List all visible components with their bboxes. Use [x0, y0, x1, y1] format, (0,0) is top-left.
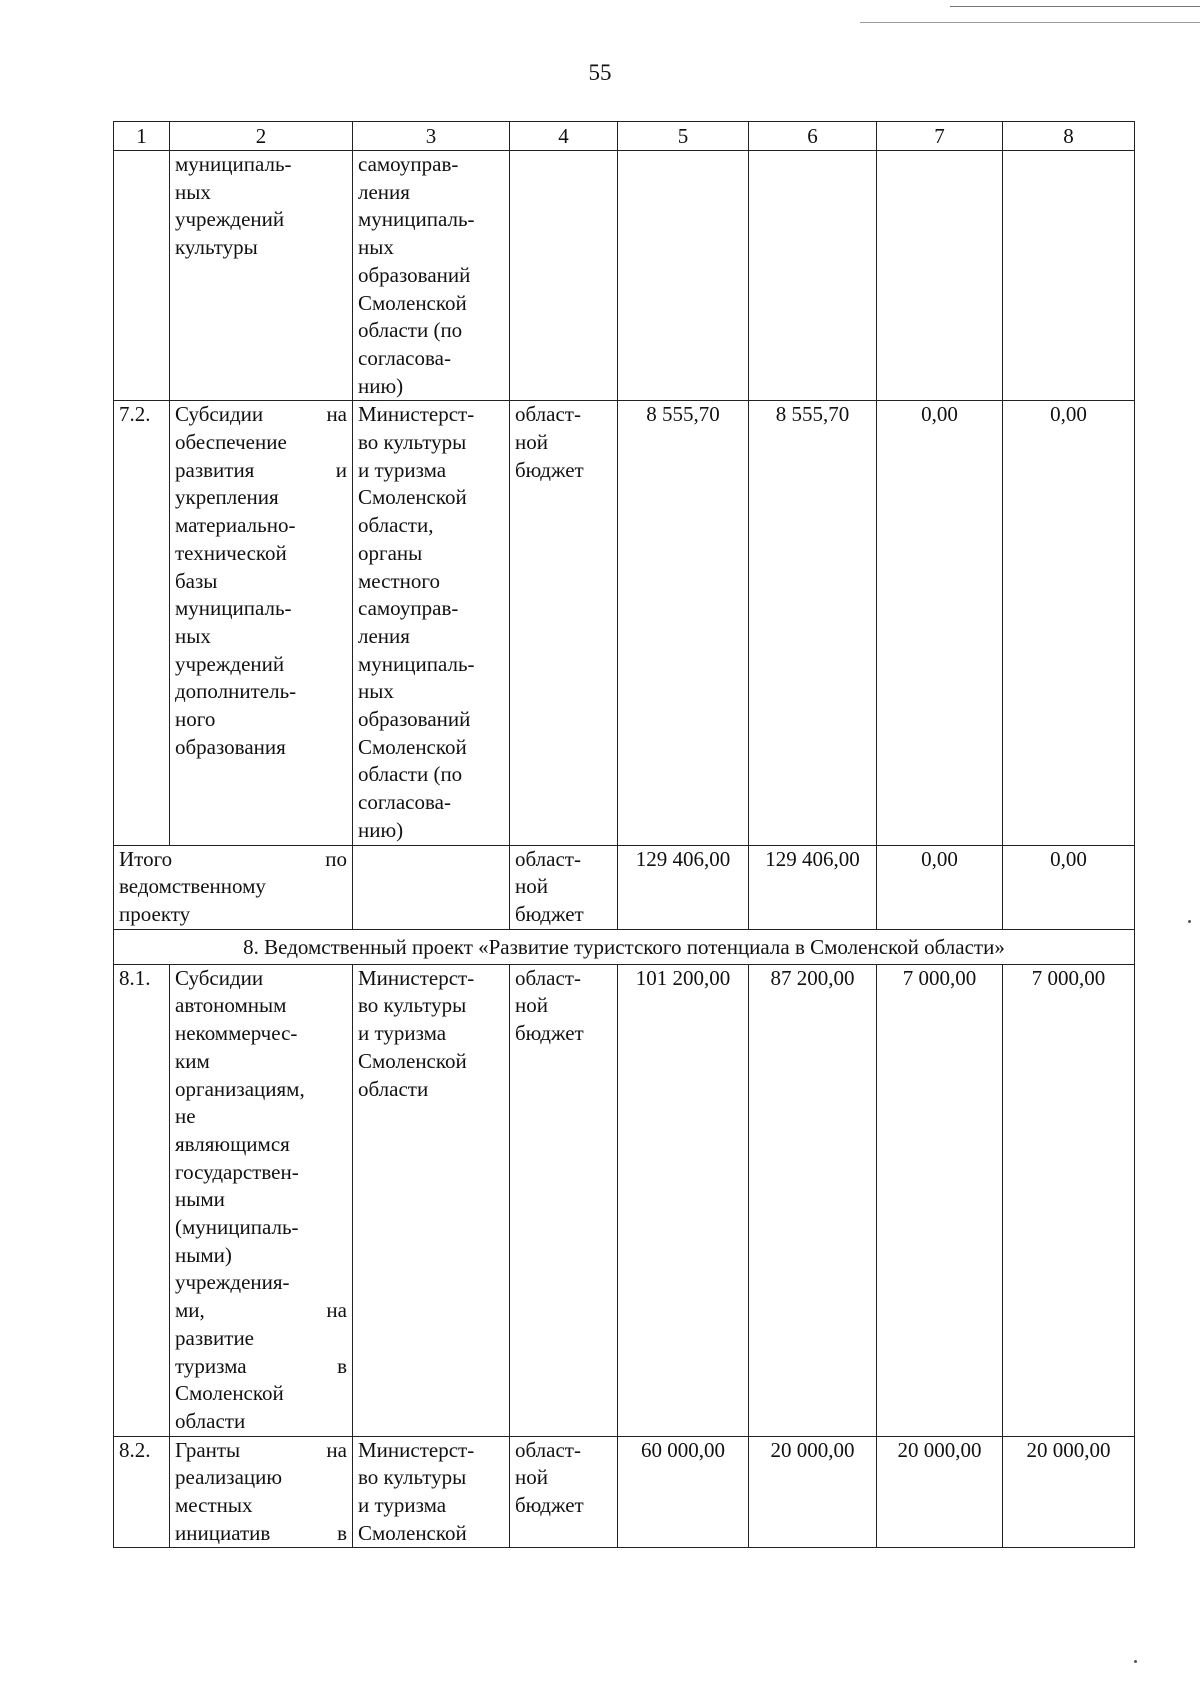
cell-line: ных: [358, 679, 394, 704]
cell-line: Министерст-: [358, 402, 475, 427]
scan-artifact-line: [860, 22, 1200, 23]
table-row: [114, 964, 1135, 1436]
cell-line: ким: [175, 1048, 210, 1073]
executor: [353, 964, 510, 1436]
cell-line: ления: [358, 623, 410, 648]
table-row: [114, 401, 1135, 845]
cell-line: образования: [175, 734, 286, 759]
measure-name: [170, 401, 353, 845]
cell-line: дополнитель-: [175, 679, 297, 704]
cell-line: ми, на: [175, 1298, 347, 1323]
cell-line: области (по: [358, 762, 463, 787]
row-number: 7.2.: [114, 401, 170, 845]
cell-line: некоммерчес-: [175, 1021, 298, 1046]
amount-year-3: 0,00: [1003, 845, 1135, 929]
amount-year-3: 0,00: [1003, 401, 1135, 845]
cell-line: ной: [515, 874, 548, 899]
executor: [353, 151, 510, 401]
amount-total: 101 200,00: [618, 964, 749, 1436]
cell-line: являющимся: [175, 1131, 290, 1156]
funding-source: [510, 964, 618, 1436]
cell-line: ных: [175, 179, 211, 204]
cell-line: Субсидии на: [175, 402, 347, 427]
cell-line: местных: [175, 1493, 253, 1518]
cell-line: базы: [175, 568, 218, 593]
cell-line: (муниципаль-: [175, 1215, 299, 1240]
cell-line: бюджет: [515, 901, 584, 926]
cell-line: Субсидии: [175, 965, 264, 990]
cell-line: Итого по: [119, 846, 347, 871]
cell-line: ной: [515, 430, 548, 455]
cell-line: и туризма: [358, 457, 447, 482]
cell-line: местного: [358, 568, 440, 593]
section-heading-row: [114, 929, 1135, 964]
cell-line: муниципаль-: [175, 152, 292, 176]
cell-line: ными: [175, 1187, 225, 1212]
column-number: 6: [749, 122, 877, 151]
cell-line: учреждений: [175, 207, 285, 232]
amount-total: 8 555,70: [618, 401, 749, 845]
subtotal-row: [114, 845, 1135, 929]
cell-line: муниципаль-: [358, 651, 475, 676]
cell-line: учреждений: [175, 651, 285, 676]
measure-name: [170, 1436, 353, 1548]
amount-year-2: 7 000,00: [877, 964, 1003, 1436]
amount-year-2: 0,00: [877, 401, 1003, 845]
table-row: [114, 1436, 1135, 1548]
cell-line: согласова-: [358, 345, 451, 370]
cell-line: органы: [358, 540, 423, 565]
cell-line: Министерст-: [358, 965, 475, 990]
section-title: 8. Ведомственный проект «Развитие туристского потенциала в Смоленской области»: [114, 929, 1135, 964]
cell-line: области,: [358, 513, 434, 538]
cell-line: области (по: [358, 318, 463, 343]
amount-year-1: 8 555,70: [749, 401, 877, 845]
cell-line: ления: [358, 179, 410, 204]
amount-total: [618, 151, 749, 401]
funding-source: [510, 151, 618, 401]
column-number: 8: [1003, 122, 1135, 151]
cell-line: технической: [175, 540, 287, 565]
cell-line: во культуры: [358, 430, 467, 455]
column-number: 7: [877, 122, 1003, 151]
amount-year-3: 20 000,00: [1003, 1436, 1135, 1548]
cell-line: Смоленской: [358, 485, 467, 510]
cell-line: муниципаль-: [175, 596, 292, 621]
cell-line: Смоленской: [358, 1520, 467, 1545]
column-number: 1: [114, 122, 170, 151]
cell-line: Смоленской: [358, 290, 467, 315]
amount-year-1: [749, 151, 877, 401]
cell-line: Смоленской: [175, 1381, 284, 1406]
cell-line: самоуправ-: [358, 596, 459, 621]
column-number: 2: [170, 122, 353, 151]
cell-line: не: [175, 1104, 196, 1129]
amount-year-1: 87 200,00: [749, 964, 877, 1436]
scan-speck: [1188, 920, 1191, 923]
cell-line: культуры: [175, 235, 258, 260]
row-number: 8.1.: [114, 964, 170, 1436]
executor: [353, 1436, 510, 1548]
cell-line: област-: [515, 846, 581, 871]
funding-source: [510, 845, 618, 929]
cell-line: бюджет: [515, 457, 584, 482]
row-number: [114, 151, 170, 401]
amount-year-2: 20 000,00: [877, 1436, 1003, 1548]
cell-line: бюджет: [515, 1021, 584, 1046]
column-number-row: [114, 122, 1135, 151]
cell-line: во культуры: [358, 993, 467, 1018]
cell-line: развития и: [175, 457, 347, 482]
column-number: 4: [510, 122, 618, 151]
cell-line: согласова-: [358, 790, 451, 815]
cell-line: ного: [175, 707, 216, 732]
cell-line: и туризма: [358, 1493, 447, 1518]
scan-artifact-line: [950, 6, 1200, 7]
amount-total: 60 000,00: [618, 1436, 749, 1548]
cell-line: област-: [515, 965, 581, 990]
cell-line: материально-: [175, 513, 296, 538]
cell-line: государствен-: [175, 1159, 299, 1184]
cell-line: образований: [358, 707, 471, 732]
cell-line: развитие: [175, 1325, 255, 1350]
scan-speck: [1134, 1660, 1137, 1663]
cell-line: области: [175, 1408, 246, 1433]
amount-total: 129 406,00: [618, 845, 749, 929]
budget-table: [113, 121, 1135, 1548]
cell-line: ной: [515, 993, 548, 1018]
cell-line: и туризма: [358, 1021, 447, 1046]
cell-line: Министерст-: [358, 1437, 475, 1462]
cell-line: ными): [175, 1242, 232, 1267]
cell-line: ных: [175, 623, 211, 648]
row-number: 8.2.: [114, 1436, 170, 1548]
cell-line: ной: [515, 1465, 548, 1490]
cell-line: муниципаль-: [358, 207, 475, 232]
amount-year-3: [1003, 151, 1135, 401]
cell-line: бюджет: [515, 1493, 584, 1518]
cell-line: обеспечение: [175, 430, 287, 455]
cell-line: туризма в: [175, 1353, 347, 1378]
funding-source: [510, 401, 618, 845]
cell-line: нию): [358, 373, 404, 398]
cell-line: Смоленской: [358, 1048, 467, 1073]
cell-line: ведомственному: [119, 874, 266, 899]
cell-line: Смоленской: [358, 734, 467, 759]
cell-line: во культуры: [358, 1465, 467, 1490]
amount-year-1: 129 406,00: [749, 845, 877, 929]
cell-line: самоуправ-: [358, 152, 459, 176]
amount-year-3: 7 000,00: [1003, 964, 1135, 1436]
amount-year-2: [877, 151, 1003, 401]
cell-line: Гранты на: [175, 1437, 347, 1462]
executor: [353, 845, 510, 929]
funding-source: [510, 1436, 618, 1548]
measure-name: [170, 964, 353, 1436]
measure-name: [170, 151, 353, 401]
column-number: 5: [618, 122, 749, 151]
cell-line: нию): [358, 817, 404, 842]
cell-line: реализацию: [175, 1465, 283, 1490]
cell-line: учреждения-: [175, 1270, 290, 1295]
cell-line: области: [358, 1076, 429, 1101]
cell-line: проекту: [119, 901, 191, 926]
subtotal-label: [114, 845, 353, 929]
page-number: 55: [588, 60, 612, 85]
cell-line: инициатив в: [175, 1520, 347, 1545]
executor: [353, 401, 510, 845]
cell-line: област-: [515, 402, 581, 427]
cell-line: организациям,: [175, 1076, 305, 1101]
amount-year-2: 0,00: [877, 845, 1003, 929]
cell-line: ных: [358, 235, 394, 260]
cell-line: автономным: [175, 993, 287, 1018]
cell-line: област-: [515, 1437, 581, 1462]
column-number: 3: [353, 122, 510, 151]
table-row: [114, 151, 1135, 401]
cell-line: укрепления: [175, 485, 279, 510]
amount-year-1: 20 000,00: [749, 1436, 877, 1548]
cell-line: образований: [358, 262, 471, 287]
